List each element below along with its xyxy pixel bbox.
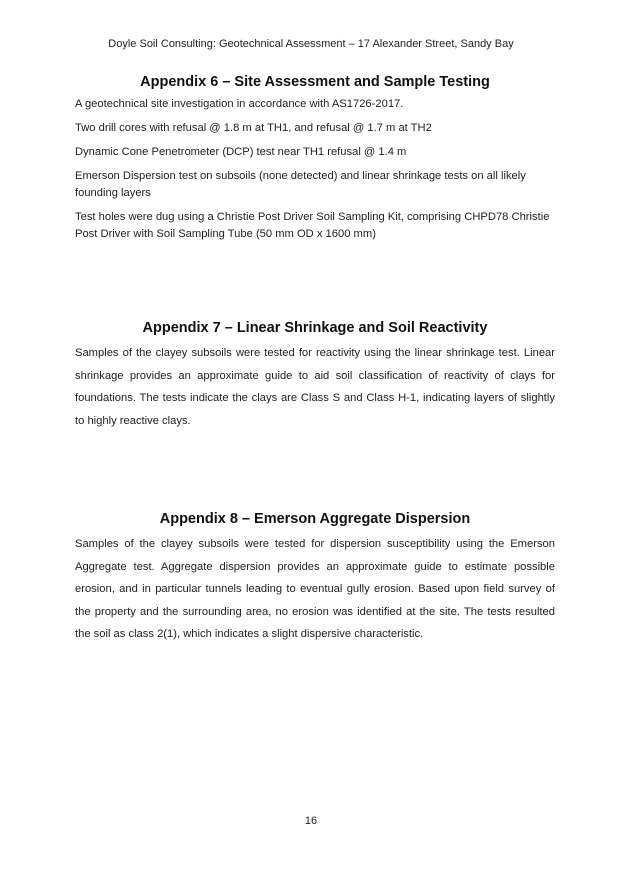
appendix-6-paragraph: A geotechnical site investigation in accordance with AS1726-2017. bbox=[75, 98, 404, 110]
appendix-8-title: Appendix 8 – Emerson Aggregate Dispersion bbox=[159, 511, 471, 527]
page-number: 16 bbox=[304, 815, 318, 827]
appendix-8-section bbox=[75, 511, 555, 646]
appendix-6-paragraph: Two drill cores with refusal @ 1.8 m at TH1, and refusal @ 1.7 m at TH2 bbox=[75, 122, 432, 134]
appendix-6-paragraph: Test holes were dug using a Christie Post Driver Soil Sampling Kit, comprising CHPD78 Christie Post Driver with Soil Sampling Tube (50 mm OD x 1600 mm) bbox=[75, 211, 550, 240]
appendix-6-paragraph: Dynamic Cone Penetrometer (DCP) test near TH1 refusal @ 1.4 m bbox=[75, 146, 407, 158]
appendix-6-section bbox=[75, 74, 555, 250]
appendix-6-paragraph: Emerson Dispersion test on subsoils (none detected) and linear shrinkage tests on all likely founding layers bbox=[75, 170, 526, 199]
appendix-7-section bbox=[75, 320, 555, 432]
appendix-6-title: Appendix 6 – Site Assessment and Sample Testing bbox=[140, 74, 490, 90]
page-header: Doyle Soil Consulting: Geotechnical Assessment – 17 Alexander Street, Sandy Bay bbox=[108, 38, 514, 50]
appendix-8-body: Samples of the clayey subsoils were tested for dispersion susceptibility using the Emerson Aggregate test. Aggregate dispersion provides an approximate guide to estimate possible erosion, and in particular tunnels leading to eventual gully erosion. Based upon field survey of the property and the surrounding area, no erosion was identified at the site. The tests resulted the soil as class 2(1), which indicates a slight dispersive characteristic. bbox=[75, 538, 555, 640]
appendix-7-body: Samples of the clayey subsoils were tested for reactivity using the linear shrinkage test. Linear shrinkage provides an approximate guide to aid soil classification of reactivity of clays for foundations. The tests indicate the clays are Class S and Class H-1, indicating layers of slightly to highly reactive clays. bbox=[75, 347, 555, 427]
appendix-7-title: Appendix 7 – Linear Shrinkage and Soil Reactivity bbox=[142, 320, 488, 336]
